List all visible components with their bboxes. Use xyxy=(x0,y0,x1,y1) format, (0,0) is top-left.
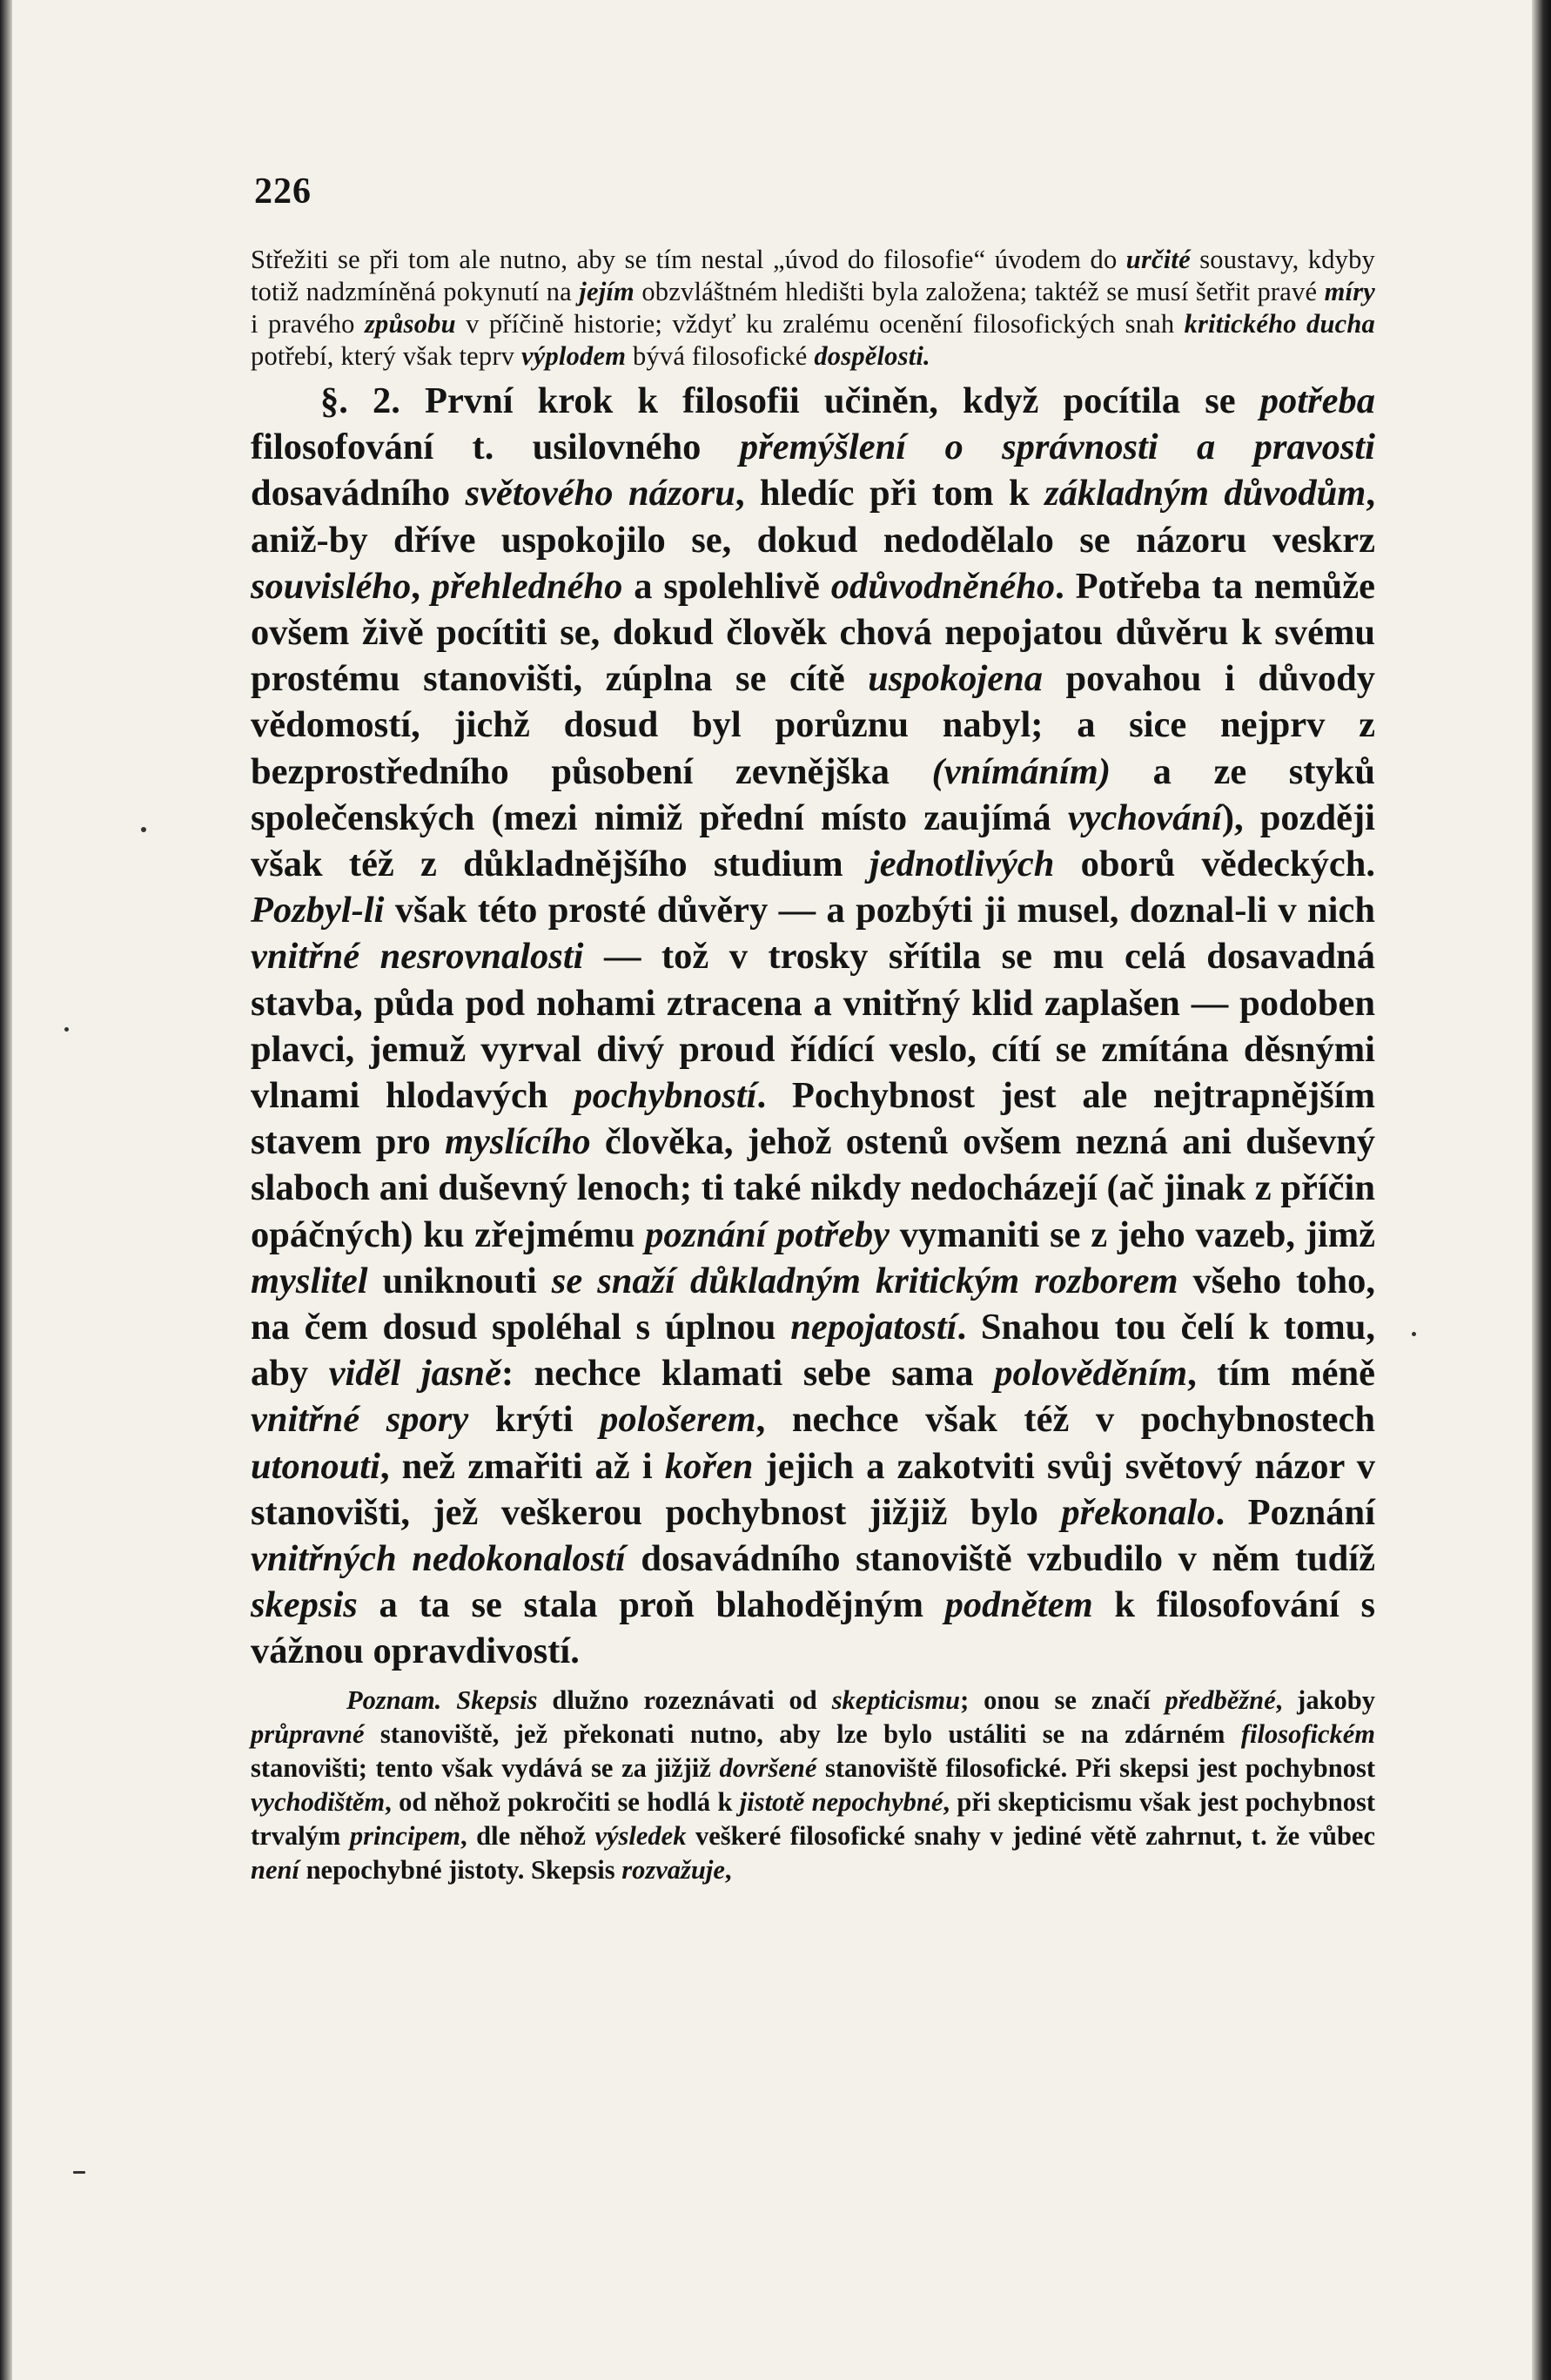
speck-mark xyxy=(141,827,146,832)
page-number: 226 xyxy=(254,171,312,212)
section-2-text: §. 2. První krok k filosofii učiněn, když pocítila se potřeba filosofování t. usilovného přemýšlení o správnosti a pravosti dosavádního světového názoru, hledíc při tom k základným důvodům, aniž-by dříve uspokojilo se, dokud nedodělalo se názoru veskrz souvislého, přehledného a spolehlivě odůvodněného. Potřeba ta nemůže ovšem živě pocítiti se, dokud člověk chová nepojatou důvěru k svému prostému stanovišti, zúplna se cítě uspokojena povahou i důvody vědomostí, jichž dosud byl porůznu nabyl; a sice nejprv z bezprostředního působení zevnějška (vnímáním) a ze styků společenských (mezi nimiž přední místo zaujímá vychování), později však též z důkladnějšího studium jednotlivých oborů vědeckých. Pozbyl-li však této prosté důvěry — a pozbýti ji musel, doznal-li v nich vnitřné nesrovnalosti — tož v trosky sřítila se mu celá dosavadná stavba, půda pod nohami ztracena a vnitřný klid zaplašen — podoben plavci, jemuž vyrval divý proud řídící veslo, cítí se zmítána děsnými vlnami hlodavých pochybností. Pochybnost jest ale nejtrapnějším stavem pro myslícího člověka, jehož ostenů ovšem nezná ani duševný slaboch ani duševný lenoch; ti také nikdy nedocházejí (ač jinak z příčin opáčných) ku zřejmému poznání potřeby vymaniti se z jeho vazeb, jimž myslitel uniknouti se snaží důkladným kritickým rozborem všeho toho, na čem dosud spoléhal s úplnou nepojatostí. Snahou tou čelí k tomu, aby viděl jasně: nechce klamati sebe sama polověděním, tím méně vnitřné spory krýti pološerem, nechce však též v pochybnostech utonouti, než zmařiti až i kořen jejich a zakotviti svůj světový názor v stanovišti, jež veškerou pochybnost jižjiž bylo překonalo. Poznání vnitřných nedokonalostí dosavádního stanoviště vzbudilo v něm tudíž skepsis a ta se stala proň blahodějným podnětem k filosofování s vážnou opravdivostí. xyxy=(251,380,1375,1672)
section-2 xyxy=(251,378,1375,1675)
intro-paragraph xyxy=(251,244,1375,373)
note-text: Poznam. Skepsis dlužno rozeznávati od skepticismu; onou se značí předběžné, jakoby průpravné stanoviště, jež překonati nutno, aby lze bylo ustáliti se na zdárném filosofickém stanovišti; tento však vydává se za jižjiž dovršené stanoviště filosofické. Při skepsi jest pochybnost vychodištěm, od něhož pokročiti se hodlá k jistotě nepochybné, při skepticismu však jest pochybnost trvalým principem, dle něhož výsledek veškeré filosofické snahy v jediné větě zahrnut, t. že vůbec není nepochybné jistoty. Skepsis rozvažuje, xyxy=(251,1684,1376,1885)
footnote-poznamka xyxy=(251,1684,1375,1887)
speck-mark xyxy=(73,2171,85,2174)
speck-mark xyxy=(1412,1332,1416,1336)
speck-mark xyxy=(64,1027,69,1032)
intro-text: Střežiti se při tom ale nutno, aby se tím nestal „úvod do filosofie“ úvodem do určité soustavy, kdyby totiž nadzmíněná pokynutí na jejím obzvláštném hledišti byla založena; taktéž se musí šetřit pravé míry i pravého způsobu v příčině historie; vždyť ku zralému ocenění filosofických snah kritického ducha potřebí, který však teprv výplodem bývá filosofické dospělosti. xyxy=(251,245,1375,371)
page-body xyxy=(251,244,1375,1887)
page-left-edge xyxy=(0,0,12,2380)
page-right-edge xyxy=(1532,0,1551,2380)
